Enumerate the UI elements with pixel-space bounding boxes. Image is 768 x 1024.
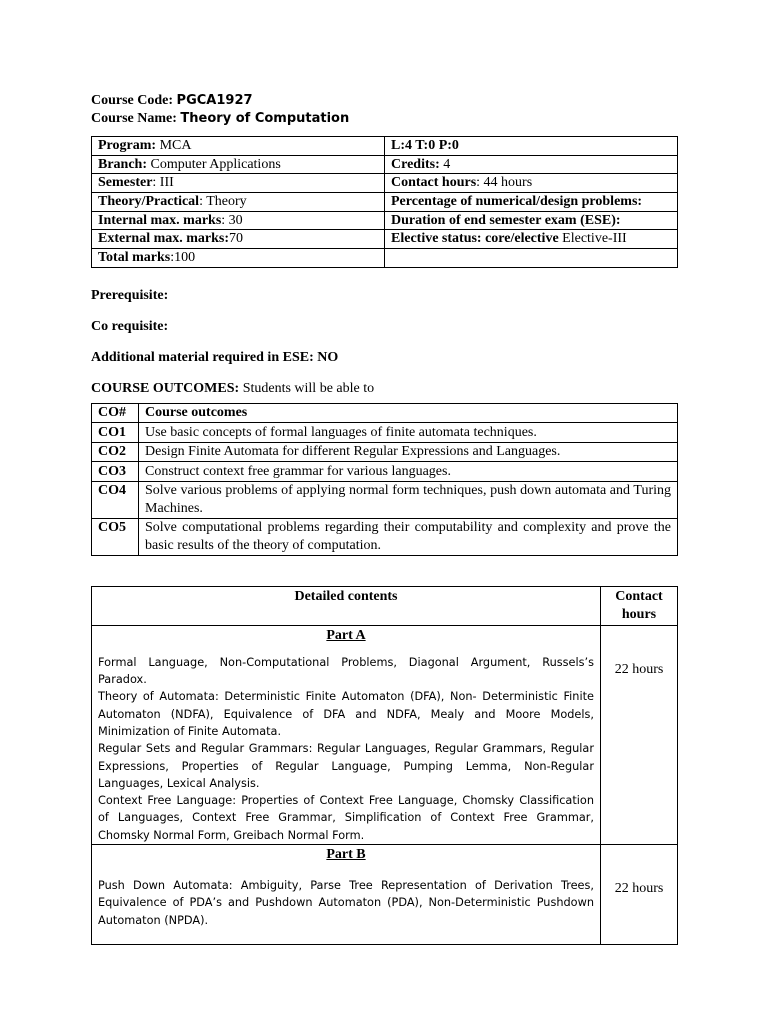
program-info-row <box>92 155 678 174</box>
program-info-right-cell <box>385 211 678 230</box>
outcome-row <box>92 481 678 518</box>
course-outcomes-table <box>91 403 678 556</box>
field-value: 4 <box>439 156 451 172</box>
corequisite-heading: Co requisite: <box>91 318 169 334</box>
course-outcomes-heading: COURSE OUTCOMES: Students will be able to <box>91 380 375 396</box>
field-value: : 44 hours <box>476 175 533 191</box>
field-label: Contact hours <box>391 175 477 191</box>
program-info-right-cell <box>385 193 678 212</box>
field-label: Semester <box>98 175 153 191</box>
field-value: MCA <box>156 138 192 153</box>
co-number-header: CO# <box>92 403 139 423</box>
program-info-right-cell <box>385 174 678 193</box>
program-info-row <box>92 137 678 156</box>
field-label: L:4 T:0 P:0 <box>391 138 459 153</box>
outcome-id: CO1 <box>92 423 139 443</box>
course-name-value: Theory of Computation <box>180 111 350 126</box>
field-label: Theory/Practical <box>98 194 200 210</box>
field-label: Percentage of numerical/design problems: <box>391 194 643 210</box>
field-value: Computer Applications <box>147 156 281 172</box>
course-name-label: Course Name: <box>91 111 177 126</box>
outcome-row <box>92 462 678 482</box>
program-info-table <box>91 136 678 268</box>
contact-hours-header: Contact hours <box>601 586 678 625</box>
course-code-line <box>91 92 678 110</box>
field-label: Duration of end semester exam (ESE): <box>391 212 621 228</box>
content-paragraph: Theory of Automata: Deterministic Finite Automaton (DFA), Non- Deterministic Finite Automaton (NDFA), Equivalence of DFA and NDFA, Mealy and Moore Models, Minimization of Finite Automata. <box>98 690 594 738</box>
outcome-id: CO4 <box>92 481 139 518</box>
content-paragraph: Push Down Automata: Ambiguity, Parse Tree Representation of Derivation Trees, Equivalence of PDA’s and Pushdown Automaton (PDA), Non-Deterministic Pushdown Automaton (NPDA). <box>98 879 594 927</box>
program-info-right-cell <box>385 155 678 174</box>
field-label: External max. marks: <box>98 231 230 247</box>
part-a-row <box>92 625 678 844</box>
program-info-row <box>92 211 678 230</box>
part-a-contents <box>92 625 601 844</box>
field-label: Internal max. marks <box>98 212 222 228</box>
outcome-text: Solve various problems of applying normal form techniques, push down automata and Turing Machines. <box>139 481 678 518</box>
program-info-right-cell <box>385 230 678 249</box>
part-a-hours: 22 hours <box>601 625 678 844</box>
program-info-right-cell <box>385 137 678 156</box>
program-info-row <box>92 230 678 249</box>
outcome-row <box>92 442 678 462</box>
field-label: Total marks <box>98 250 171 266</box>
field-value: Elective-III <box>558 231 627 247</box>
field-value: : Theory <box>199 194 247 210</box>
outcome-id: CO3 <box>92 462 139 482</box>
part-b-title: Part B <box>326 847 366 863</box>
part-a-title: Part A <box>326 627 366 643</box>
field-label: Elective status: core/elective <box>391 231 559 247</box>
outcome-text: Use basic concepts of formal languages of finite automata techniques. <box>139 423 678 443</box>
outcomes-header-row <box>92 403 678 423</box>
program-info-left-cell <box>92 193 385 212</box>
program-info-left-cell <box>92 230 385 249</box>
outcome-text: Solve computational problems regarding their computability and complexity and prove the basic results of the theory of computation. <box>139 518 678 555</box>
course-code-label: Course Code: <box>91 93 174 108</box>
prerequisite-heading: Prerequisite: <box>91 287 169 303</box>
program-info-left-cell <box>92 249 385 268</box>
program-info-left-cell <box>92 137 385 156</box>
outcome-text: Construct context free grammar for various languages. <box>139 462 678 482</box>
field-value: 70 <box>229 231 244 247</box>
course-name-line <box>91 110 678 128</box>
field-label: Branch: <box>98 156 147 172</box>
content-paragraph: Regular Sets and Regular Grammars: Regular Languages, Regular Grammars, Regular Expressions, Properties of Regular Language, Pumping Lemma, Non-Regular Languages, Lexical Analysis. <box>98 742 594 790</box>
course-outcomes-header: Course outcomes <box>139 403 678 423</box>
outcome-row <box>92 518 678 555</box>
syllabus-page <box>91 92 678 945</box>
program-info-left-cell <box>92 155 385 174</box>
field-label: Program: <box>98 138 157 153</box>
program-info-left-cell <box>92 211 385 230</box>
field-value: :100 <box>170 250 196 266</box>
content-paragraph: Context Free Language: Properties of Context Free Language, Chomsky Classification of Languages, Context Free Grammar, Simplification of Context Free Grammar, Chomsky Normal Form, Greibach Normal Form. <box>98 794 594 842</box>
field-value: : 30 <box>221 212 243 228</box>
detailed-contents-header: Detailed contents <box>92 586 601 625</box>
program-info-left-cell <box>92 174 385 193</box>
program-info-row <box>92 193 678 212</box>
outcome-text: Design Finite Automata for different Regular Expressions and Languages. <box>139 442 678 462</box>
additional-material-heading: Additional material required in ESE: NO <box>91 349 339 365</box>
outcome-id: CO5 <box>92 518 139 555</box>
field-value: : III <box>152 175 174 191</box>
program-info-right-cell <box>385 249 678 268</box>
course-code-value: PGCA1927 <box>176 93 253 108</box>
program-info-row <box>92 249 678 268</box>
outcome-id: CO2 <box>92 442 139 462</box>
detailed-contents-table <box>91 586 678 945</box>
part-b-hours: 22 hours <box>601 845 678 945</box>
details-header-row <box>92 586 678 625</box>
content-paragraph: Formal Language, Non-Computational Problems, Diagonal Argument, Russels’s Paradox. <box>98 655 594 687</box>
part-b-row <box>92 845 678 945</box>
part-b-contents <box>92 845 601 945</box>
program-info-row <box>92 174 678 193</box>
field-label: Credits: <box>391 156 440 172</box>
outcome-row <box>92 423 678 443</box>
